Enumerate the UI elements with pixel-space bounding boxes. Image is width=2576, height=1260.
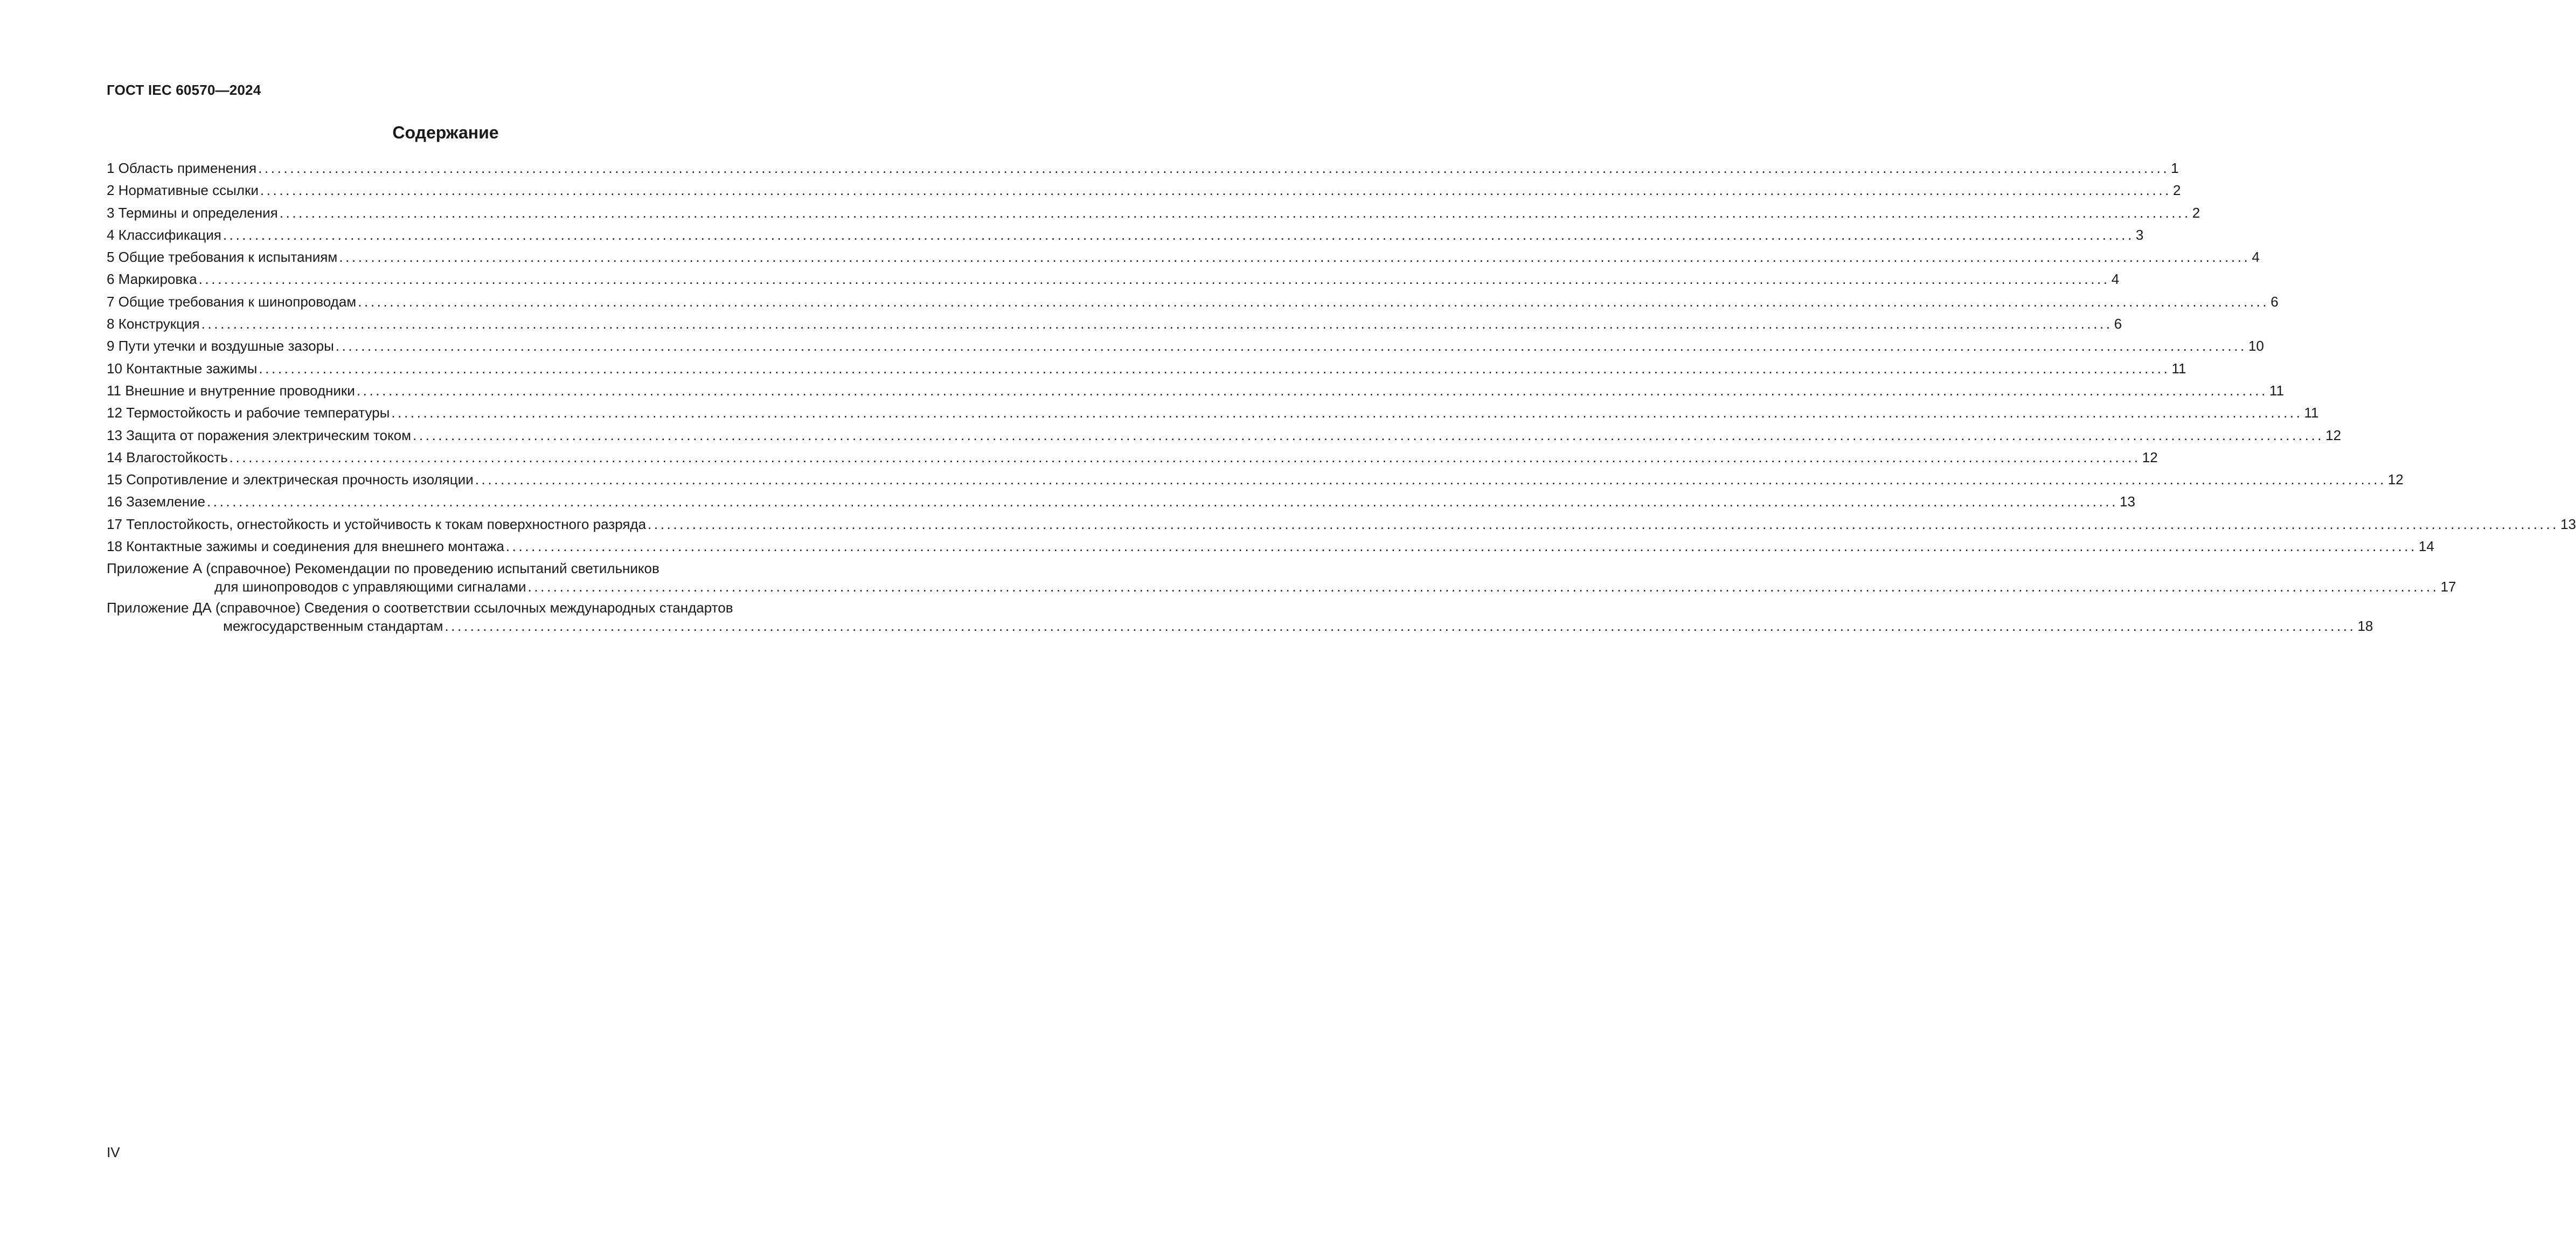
- toc-entry-label: 1 Область применения: [107, 160, 257, 176]
- dot-leader: ............................................................................................................................................................................................................................................................................................................: [527, 579, 2439, 595]
- appendix-da-continuation: [107, 617, 2373, 635]
- toc-entry[interactable]: [107, 469, 2404, 491]
- toc-entry-page: 13: [2120, 493, 2135, 510]
- toc-entry-label: 7 Общие требования к шинопроводам: [107, 293, 357, 310]
- toc-title: Содержание: [392, 123, 499, 142]
- toc-entry-page: 11: [2304, 405, 2319, 421]
- toc-entry[interactable]: [107, 202, 2200, 224]
- toc-entry-page: 11: [2269, 382, 2284, 399]
- toc-entry[interactable]: [107, 335, 2264, 357]
- toc-entry-label: 9 Пути утечки и воздушные зазоры: [107, 338, 334, 354]
- dot-leader: ............................................................................................................................................................................................................................................................................................................: [206, 493, 2119, 510]
- toc-entry-label: 18 Контактные зажимы и соединения для внешнего монтажа: [107, 538, 504, 555]
- toc-entry-label: 12 Термостойкость и рабочие температуры: [107, 405, 390, 421]
- toc-entry[interactable]: [107, 535, 2434, 558]
- toc-entry-label: 8 Конструкция: [107, 316, 200, 332]
- toc-entry-label: 11 Внешние и внутренние проводники: [107, 382, 355, 399]
- toc-entry[interactable]: [107, 246, 2260, 268]
- toc-appendix-da[interactable]: [107, 598, 2373, 635]
- dot-leader: ............................................................................................................................................................................................................................................................................................................: [648, 516, 2559, 532]
- dot-leader: ............................................................................................................................................................................................................................................................................................................: [335, 338, 2247, 354]
- toc-entry-page: 18: [2357, 618, 2373, 635]
- toc-entry-label: 2 Нормативные ссылки: [107, 182, 259, 199]
- dot-leader: ............................................................................................................................................................................................................................................................................................................: [356, 382, 2268, 399]
- toc-entry-page: 10: [2248, 338, 2264, 354]
- toc-entry-page: 11: [2171, 360, 2186, 377]
- toc-entry-page: 4: [2252, 249, 2260, 266]
- toc-entry[interactable]: [107, 491, 2135, 513]
- toc-entry-page: 17: [2440, 579, 2456, 595]
- toc-entry[interactable]: [107, 424, 2342, 447]
- toc-entry[interactable]: [107, 157, 2179, 179]
- appendix-da-subtitle: межгосударственным стандартам: [223, 618, 443, 635]
- toc-entry[interactable]: [107, 268, 2120, 290]
- toc-entry[interactable]: [107, 358, 2186, 380]
- toc-entry-page: 6: [2271, 293, 2279, 310]
- toc-entry-page: 12: [2142, 449, 2158, 465]
- toc-entry-label: 10 Контактные зажимы: [107, 360, 258, 377]
- toc-entry-label: 4 Классификация: [107, 226, 221, 243]
- dot-leader: ............................................................................................................................................................................................................................................................................................................: [505, 538, 2417, 555]
- toc-entry-label: 3 Термины и определения: [107, 204, 278, 221]
- page-number: IV: [107, 1144, 120, 1160]
- toc-entry[interactable]: [107, 447, 2158, 469]
- dot-leader: ............................................................................................................................................................................................................................................................................................................: [391, 405, 2303, 421]
- dot-leader: ............................................................................................................................................................................................................................................................................................................: [259, 360, 2170, 377]
- dot-leader: ............................................................................................................................................................................................................................................................................................................: [260, 182, 2171, 199]
- dot-leader: ............................................................................................................................................................................................................................................................................................................: [279, 204, 2191, 221]
- document-code: ГОСТ IEC 60570—2024: [107, 82, 261, 98]
- toc-entry[interactable]: [107, 224, 2144, 246]
- toc-entry[interactable]: [107, 513, 2576, 535]
- toc-entry-page: 1: [2171, 160, 2179, 176]
- toc-entry-label: 13 Защита от поражения электрическим током: [107, 427, 412, 443]
- toc-entry-page: 4: [2111, 271, 2120, 288]
- dot-leader: ............................................................................................................................................................................................................................................................................................................: [198, 271, 2110, 288]
- toc-entry[interactable]: [107, 179, 2181, 201]
- toc-entry[interactable]: [107, 291, 2279, 313]
- toc-entry-page: 3: [2135, 226, 2144, 243]
- toc-entry[interactable]: [107, 380, 2284, 402]
- table-of-contents: [107, 157, 2576, 638]
- toc-entry-label: 16 Заземление: [107, 493, 205, 510]
- toc-entry-page: 6: [2114, 316, 2122, 332]
- toc-entry-label: 15 Сопротивление и электрическая прочность изоляции: [107, 471, 474, 488]
- toc-entry-label: 14 Влагостойкость: [107, 449, 228, 465]
- toc-appendix-a[interactable]: [107, 559, 2456, 596]
- dot-leader: ............................................................................................................................................................................................................................................................................................................: [339, 249, 2251, 266]
- toc-entry-page: 14: [2418, 538, 2434, 555]
- dot-leader: ............................................................................................................................................................................................................................................................................................................: [258, 160, 2170, 176]
- toc-entry-page: 12: [2325, 427, 2342, 443]
- toc-entry-label: 17 Теплостойкость, огнестойкость и устойчивость к токам поверхностного разряда: [107, 516, 647, 532]
- toc-entry-page: 12: [2387, 471, 2404, 488]
- dot-leader: ............................................................................................................................................................................................................................................................................................................: [445, 618, 2356, 635]
- dot-leader: ............................................................................................................................................................................................................................................................................................................: [358, 293, 2269, 310]
- dot-leader: ............................................................................................................................................................................................................................................................................................................: [475, 471, 2386, 488]
- appendix-a-title: Приложение А (справочное) Рекомендации по проведению испытаний светильников: [107, 560, 659, 577]
- toc-entry-page: 2: [2172, 182, 2181, 199]
- dot-leader: ............................................................................................................................................................................................................................................................................................................: [229, 449, 2141, 465]
- toc-entry-label: 6 Маркировка: [107, 271, 197, 288]
- appendix-a-subtitle: для шинопроводов с управляющими сигналами: [214, 579, 526, 595]
- toc-entry[interactable]: [107, 313, 2122, 335]
- dot-leader: ............................................................................................................................................................................................................................................................................................................: [413, 427, 2324, 443]
- toc-entry-label: 5 Общие требования к испытаниям: [107, 249, 338, 266]
- appendix-da-title: Приложение ДА (справочное) Сведения о соответствии ссылочных международных стандартов: [107, 600, 733, 616]
- dot-leader: ............................................................................................................................................................................................................................................................................................................: [201, 316, 2113, 332]
- appendix-a-continuation: [107, 577, 2456, 596]
- toc-entry-page: 13: [2560, 516, 2576, 532]
- dot-leader: ............................................................................................................................................................................................................................................................................................................: [223, 226, 2134, 243]
- toc-entry-page: 2: [2192, 204, 2200, 221]
- toc-entry[interactable]: [107, 402, 2319, 424]
